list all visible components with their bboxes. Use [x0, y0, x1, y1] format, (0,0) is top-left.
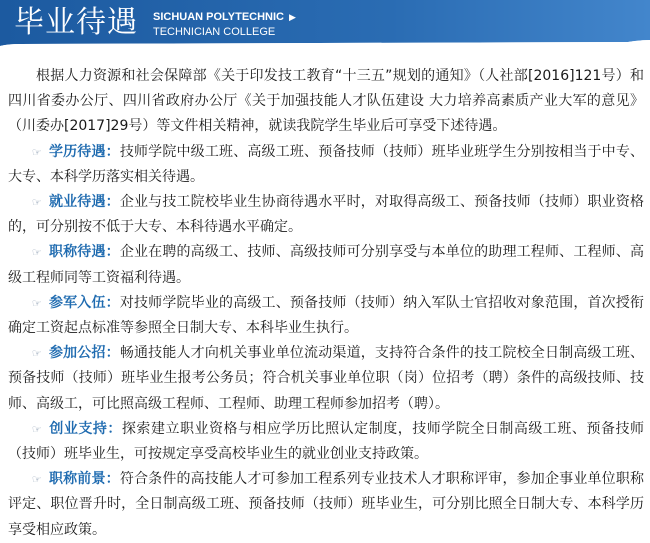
- benefit-text: 畅通技能人才向机关事业单位流动渠道，支持符合条件的技工院校全日制高级工班、预备技师（技师）班毕业生报考公务员；符合机关事业单位职（岗）位招考（聘）条件的高级技师、技师、高级工，可比照高级工程师、工程师、助理工程师参加招考（聘）。: [8, 345, 644, 412]
- english-name-line2: TECHNICIAN COLLEGE: [153, 26, 276, 38]
- benefit-text: 符合条件的高技能人才可参加工程系列专业技术人才职称评审，参加企事业单位职称评定、职位晋升时，全日制高级工班、预备技师（技师）班毕业生，可分别比照全日制大专、本科学历享受相应政策。: [8, 471, 644, 538]
- header-banner: [0, 0, 650, 50]
- benefit-label: 职称待遇：: [48, 244, 120, 261]
- benefit-label: 创业支持：: [48, 420, 122, 437]
- benefit-label: 学历待遇：: [48, 143, 120, 160]
- hand-pointing-icon: ☞: [31, 296, 42, 310]
- benefit-item-civil-service: [8, 341, 644, 417]
- benefit-label: 职称前景：: [48, 471, 120, 488]
- hand-pointing-icon: ☞: [31, 145, 42, 159]
- hand-pointing-icon: ☞: [31, 196, 42, 210]
- page-title: 毕业待遇: [14, 5, 138, 40]
- hand-pointing-icon: ☞: [31, 473, 42, 487]
- benefit-item-education: [8, 140, 644, 190]
- hand-pointing-icon: ☞: [31, 246, 42, 260]
- benefit-item-employment: [8, 190, 644, 240]
- benefit-item-military: [8, 291, 644, 341]
- english-name-line1: SICHUAN POLYTECHNIC: [153, 11, 284, 23]
- benefit-text: 对技师学院毕业的高级工、预备技师（技师）纳入军队士官招收对象范围，首次授衔确定工资起点标准等参照全日制大专、本科毕业生执行。: [8, 294, 644, 337]
- college-english-name: [153, 10, 296, 39]
- hand-pointing-icon: ☞: [31, 347, 42, 361]
- triangle-arrow-icon: ▶: [289, 12, 296, 22]
- benefit-label: 就业待遇：: [48, 194, 120, 211]
- benefit-label: 参军入伍：: [48, 294, 120, 311]
- benefit-text: 探索建立职业资格与相应学历比照认定制度，技师学院全日制高级工班、预备技师（技师）班毕业生，可按规定享受高校毕业生的就业创业支持政策。: [8, 420, 645, 463]
- benefit-text: 技师学院中级工班、高级工班、预备技师（技师）班毕业班学生分别按相当于中专、大专、本科学历落实相关待遇。: [8, 143, 644, 185]
- benefit-item-title: [8, 240, 644, 290]
- benefit-item-career: [8, 467, 644, 543]
- benefit-item-entrepreneurship: [8, 417, 644, 467]
- benefit-text: 企业在聘的高级工、技师、高级技师可分别享受与本单位的助理工程师、工程师、高级工程师同等工资福利待遇。: [8, 244, 644, 286]
- benefit-text: 企业与技工院校毕业生协商待遇水平时，对取得高级工、预备技师（技师）职业资格的，可分别按不低于大专、本科待遇水平确定。: [8, 194, 644, 236]
- benefits-content: [8, 64, 644, 543]
- benefit-label: 参加公招：: [48, 345, 120, 362]
- intro-paragraph: 根据人力资源和社会保障部《关于印发技工教育“十三五”规划的通知》（人社部[2016]121号）和四川省委办公厅、四川省政府办公厅《关于加强技能人才队伍建设 大力培养高素质产业大军的意见》（川委办[2017]29号）等文件相关精神，就读我院学生毕业后可享受下述待遇。: [8, 68, 644, 135]
- hand-pointing-icon: ☞: [31, 422, 42, 436]
